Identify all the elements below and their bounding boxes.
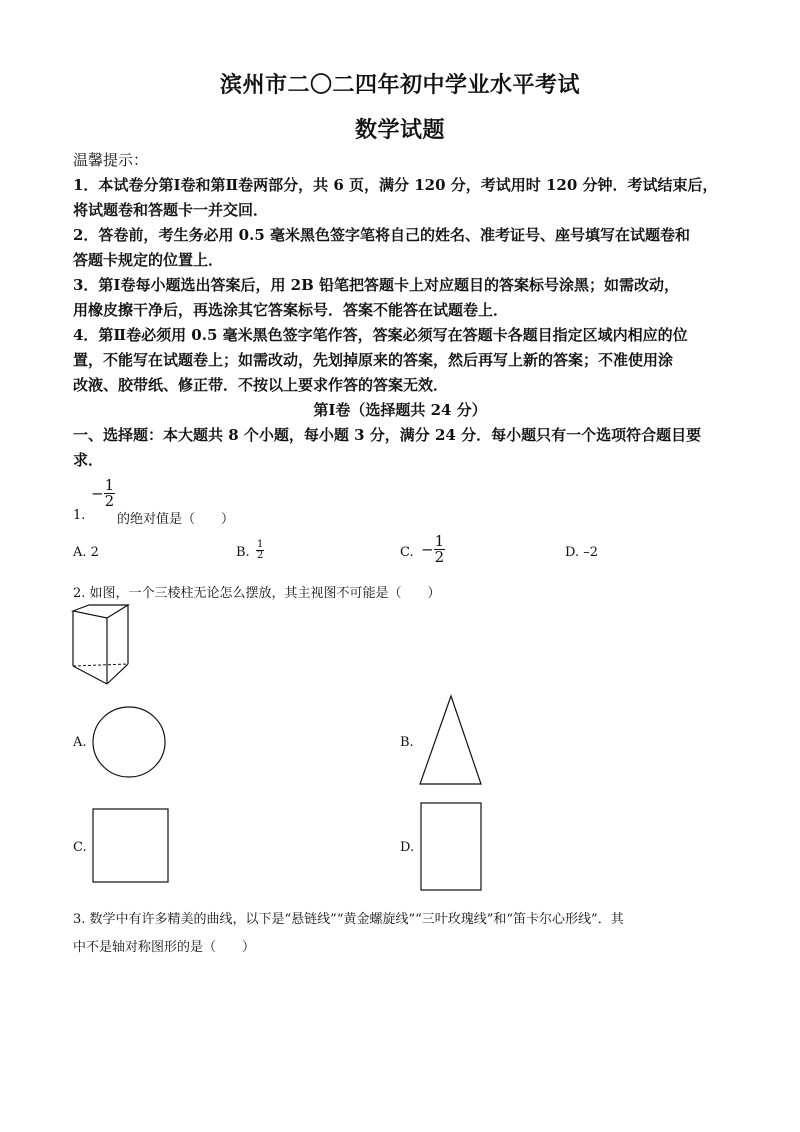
q2-option-c-square [92,808,170,884]
subject-title: 数学试题 [354,117,445,143]
q1-option-a: A. 2 [73,545,99,560]
q1-frac-sign: − [91,484,104,503]
q2-option-a-label: A. [73,735,87,750]
section1-title: 第Ⅰ卷（选择题共 24 分） [313,401,487,419]
q1-option-c-fraction [421,534,445,565]
section1-instructions-line1: 一、选择题：本大题共 8 个小题，每小题 3 分，满分 24 分．每小题只有一个选项符合题目要 [73,426,702,444]
notice-item1-line2: 将试题卷和答题卡一并交回． [73,201,269,219]
q1-c-den: 2 [434,548,445,566]
q1-option-b-fraction [256,540,264,561]
notice-item4-line2: 置，不能写在试题卷上；如需改动，先划掉原来的答案，然后再写上新的答案；不准使用涂 [73,351,674,369]
q1-option-c-label: C. [400,545,414,560]
q2-prism-figure [70,604,132,686]
notice-item3-line1: 3．第Ⅰ卷每小题选出答案后，用 2B 铅笔把答题卡上对应题目的答案标号涂黑；如需改动， [73,276,680,294]
q1-frac-num: 1 [104,476,115,494]
notice-item4-line3: 改液、胶带纸、修正带．不按以上要求作答的答案无效． [73,376,449,394]
notice-item2-line1: 2．答卷前，考生务必用 0.5 毫米黑色签字笔将自己的姓名、准考证号、座号填写在试题卷和 [73,226,690,244]
q1-c-sign: − [421,540,434,559]
q1-b-den: 2 [257,550,264,561]
q3-stem-line2: 中不是轴对称图形的是（ ） [73,940,256,955]
q1-b-num: 1 [257,539,264,550]
q2-option-c-label: C. [73,840,87,855]
exam-title: 滨州市二〇二四年初中学业水平考试 [219,72,580,98]
q2-stem: 2. 如图，一个三棱柱无论怎么摆放，其主视图不可能是（ ） [73,586,441,601]
q3-stem-line1: 3. 数学中有许多精美的曲线，以下是“悬链线”“黄金螺旋线”“三叶玫瑰线”和“笛卡尔心形线”．其 [73,912,624,927]
q1-c-num: 1 [434,532,445,550]
q1-option-b-label: B. [236,545,250,560]
notice-item4-line1: 4．第Ⅱ卷必须用 0.5 毫米黑色签字笔作答，答案必须写在答题卡各题目指定区域内相应的位 [73,326,688,344]
q1-stem-tail: 的绝对值是（ ） [117,512,235,527]
notice-item1-line1: 1．本试卷分第Ⅰ卷和第Ⅱ卷两部分，共 6 页，满分 120 分，考试用时 120 分钟．考试结束后， [73,176,718,194]
q1-frac-den: 2 [104,492,115,510]
q2-option-a-circle [92,706,168,778]
notice-heading: 温馨提示： [73,151,149,169]
q1-fraction [91,478,115,509]
q2-option-b-label: B. [400,735,414,750]
notice-item3-line2: 用橡皮擦干净后，再选涂其它答案标号．答案不能答在试题卷上． [73,301,509,319]
q2-option-d-label: D. [400,840,415,855]
notice-item2-line2: 答题卡规定的位置上． [73,251,224,269]
q1-option-d: D. –2 [565,545,598,560]
q1-number: 1. [73,508,86,523]
section1-instructions-line2: 求． [73,451,104,469]
q2-option-b-triangle [419,695,483,787]
q2-option-d-rectangle [420,802,484,892]
